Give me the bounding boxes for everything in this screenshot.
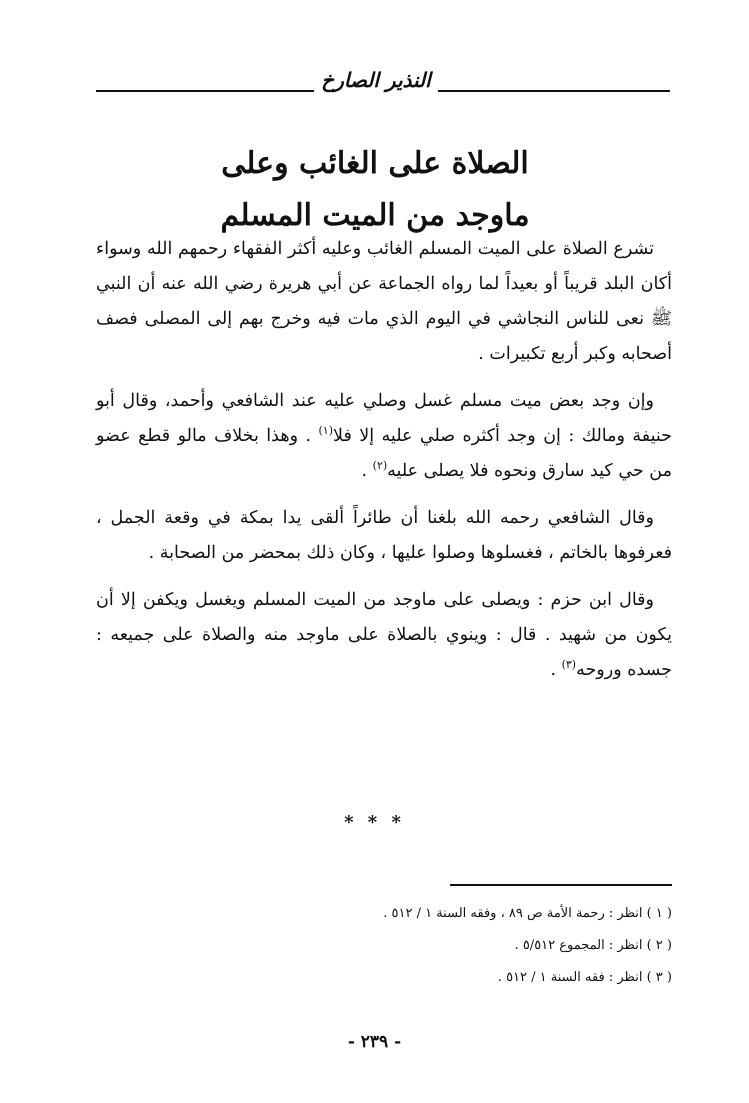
paragraph-4 (96, 583, 672, 688)
chapter-title (150, 138, 600, 242)
footnote-rule (450, 884, 672, 886)
paragraph-2-part-3: . (361, 461, 373, 481)
paragraph-3: وقال الشافعي رحمه الله بلغنا أن طائراً ألقى يدا بمكة في وقعة الجمل ، فعرفوها بالخاتم ، فغسلوها وصلوا عليها ، وكان ذلك بمحضر من الصحابة . (96, 508, 672, 563)
footnote-3: ( ٣ ) انظر : فقه السنة ١ / ٥١٢ . (497, 970, 672, 985)
footnote-1: ( ١ ) انظر : رحمة الأمة ص ٨٩ ، وفقه السنة ١ / ٥١٢ . (383, 906, 672, 921)
paragraph-2 (96, 384, 672, 489)
paragraph-1: تشرع الصلاة على الميت المسلم الغائب وعليه أكثر الفقهاء رحمهم الله وسواء أكان البلد قريباً أو بعيداً لما رواه الجماعة عن أبي هريرة رضي الله عنه أن النبي ﷺ نعى للناس النجاشي في اليوم الذي مات فيه وخرج بهم إلى المصلى فصف أصحابه وكبر أربع تكبيرات . (96, 239, 672, 364)
running-header (96, 66, 670, 96)
chapter-title-line-1: الصلاة على الغائب وعلى (221, 146, 529, 181)
section-separator: * * * (344, 812, 405, 833)
header-rule-right (438, 90, 670, 92)
footnotes (96, 898, 672, 994)
page-number: - ٢٣٩ - (347, 1032, 402, 1052)
header-rule-left (96, 90, 314, 92)
paragraph-2-part-2: . وهذا بخلاف مالو قطع عضو من حي كيد سارق ونحوه فلا يصلى عليه (96, 426, 672, 481)
paragraph-2-part-1: وإن وجد بعض ميت مسلم غسل وصلي عليه عند الشافعي وأحمد، وقال أبو حنيفة ومالك : إن وجد أكثره صلي عليه إلا فلا (96, 391, 672, 446)
footnote-ref-1: (١) (318, 424, 333, 438)
footnote-2: ( ٢ ) انظر : المجموع ٥/٥١٢ . (514, 938, 672, 953)
chapter-title-line-2: ماوجد من الميت المسلم (220, 198, 530, 233)
footnote-ref-2: (٢) (372, 459, 388, 473)
paragraph-4-part-1: وقال ابن حزم : ويصلى على ماوجد من الميت المسلم ويغسل ويكفن إلا أن يكون من شهيد . قال : وينوي بالصلاة على ماوجد منه والصلاة على جميعه : جسده وروحه (96, 590, 672, 680)
running-title: النذير الصارخ (321, 68, 431, 92)
body-text (96, 232, 672, 700)
footnote-ref-3: (٣) (561, 658, 577, 672)
paragraph-4-part-2: . (550, 660, 562, 680)
